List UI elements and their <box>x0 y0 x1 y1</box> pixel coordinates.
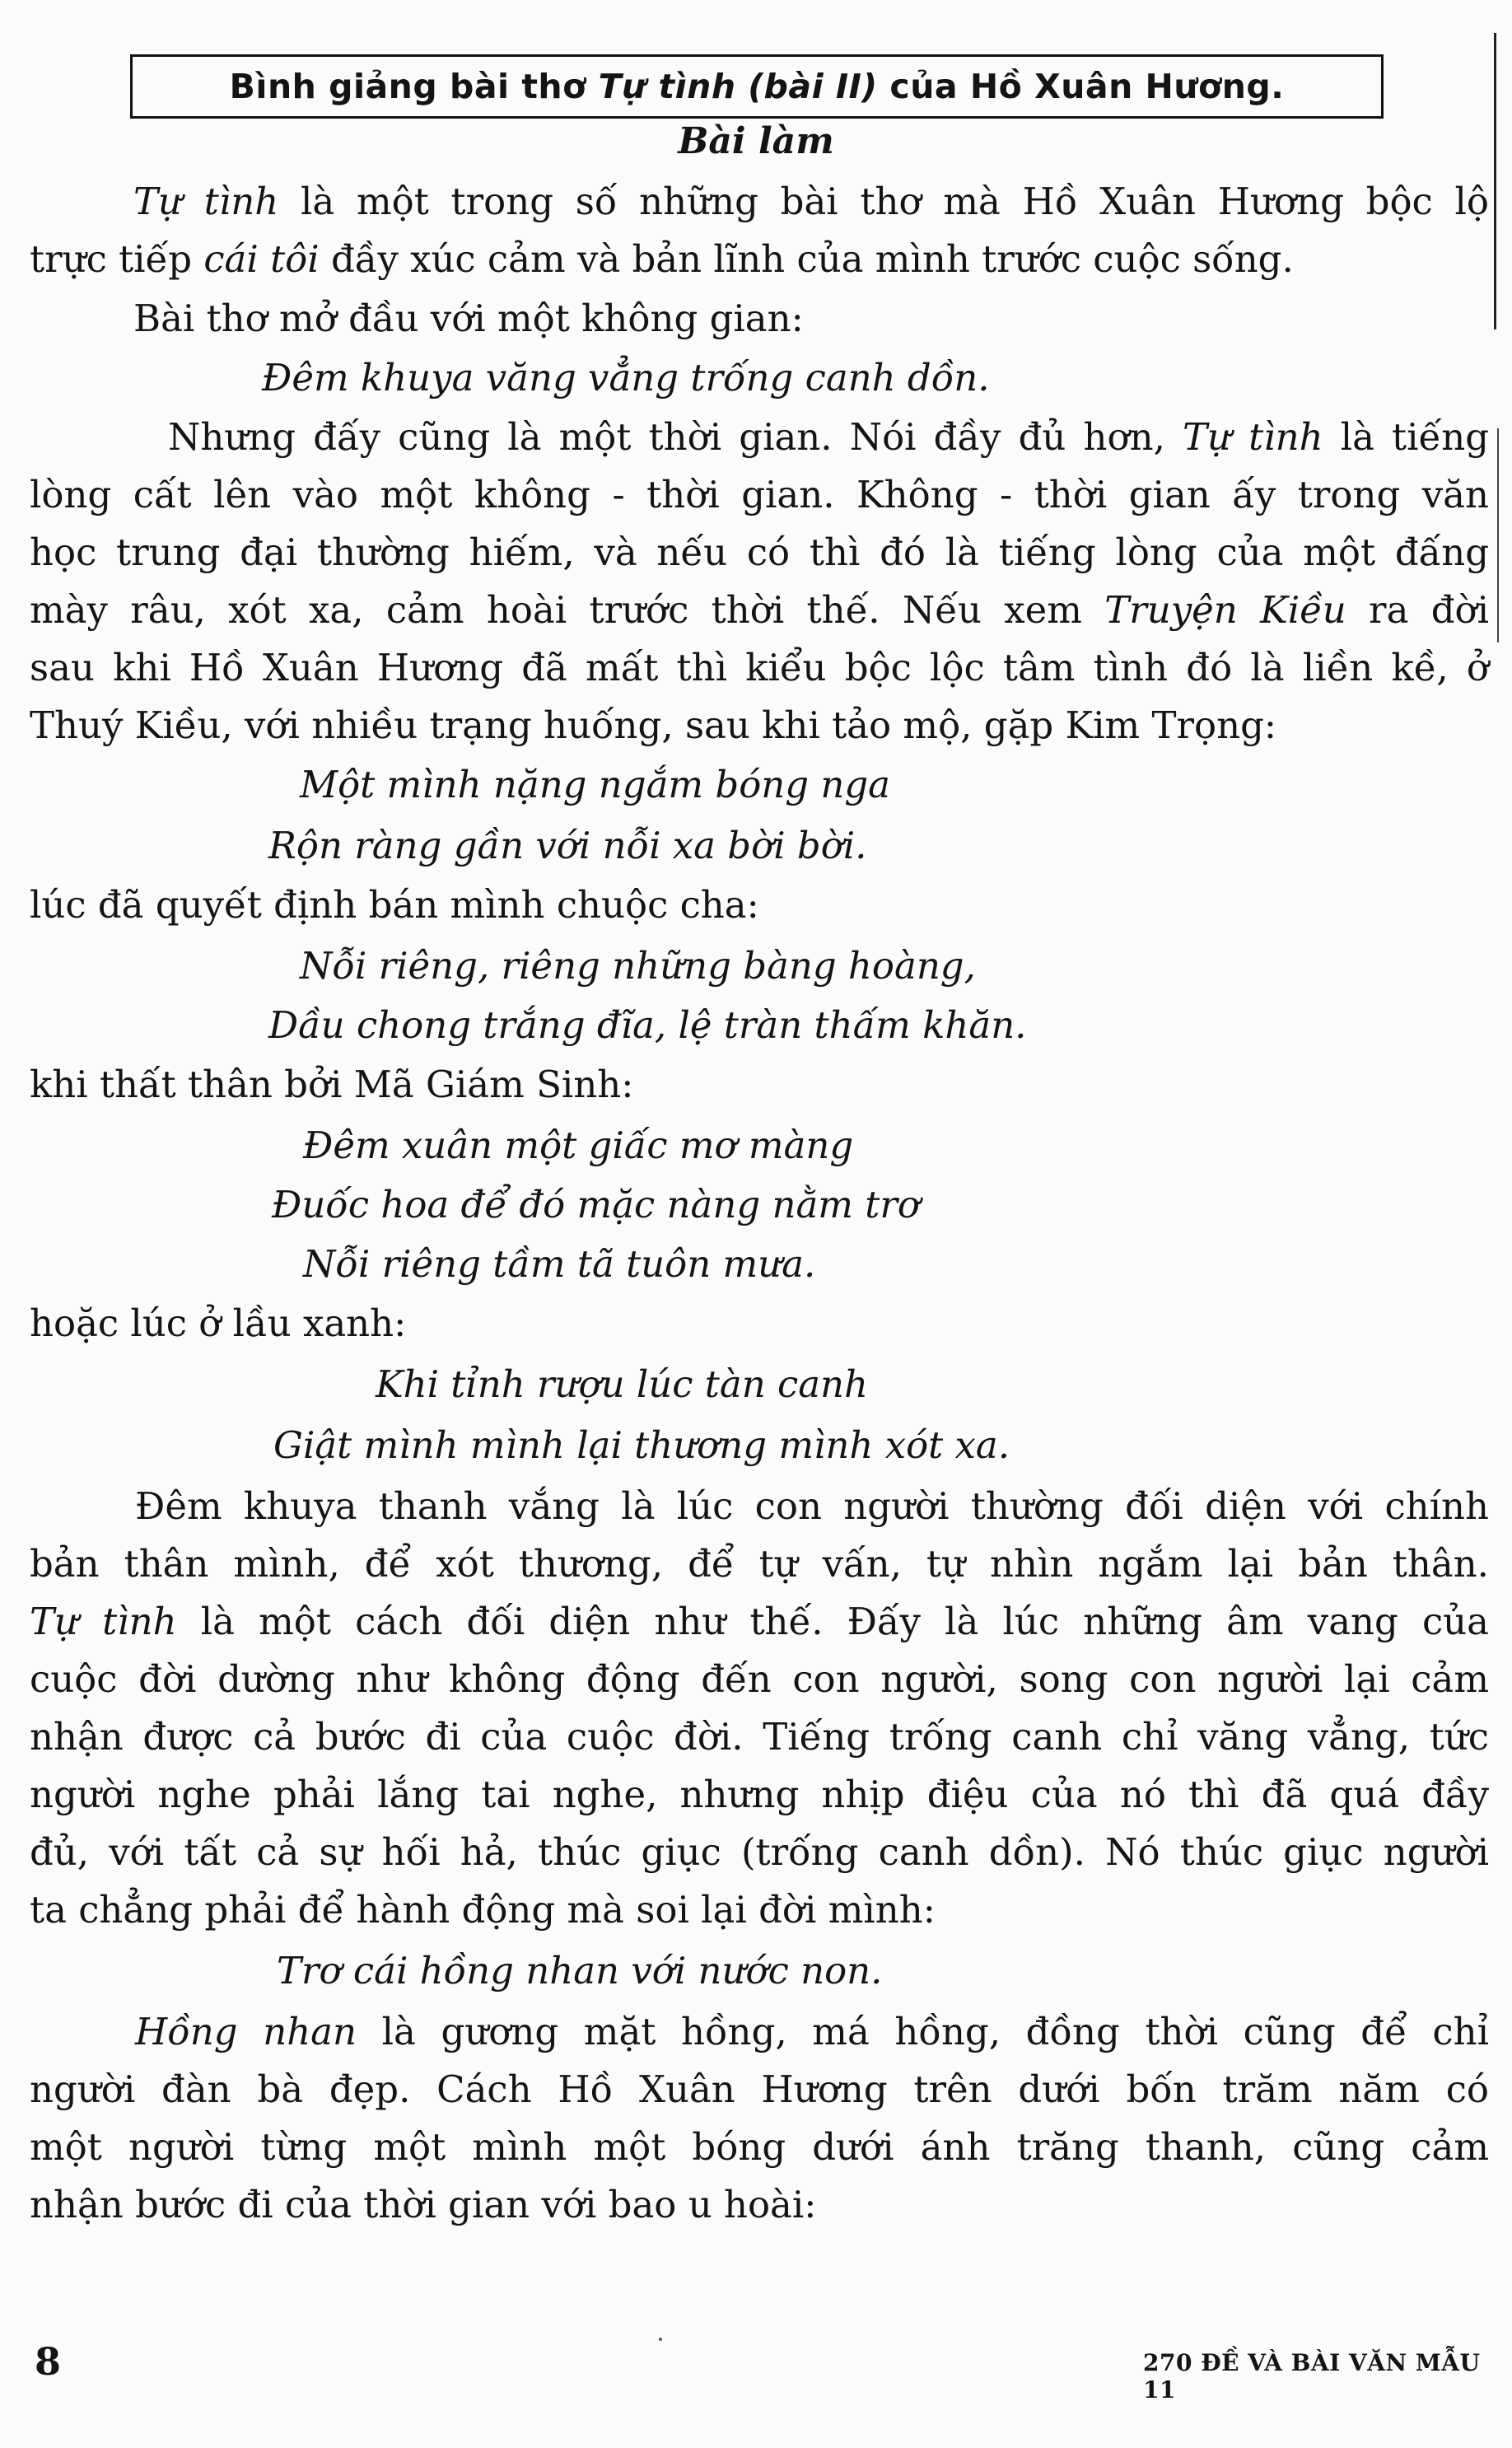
section-heading: Bài làm <box>678 120 834 162</box>
verse-line: Đêm xuân một giấc mơ màng <box>303 1124 854 1167</box>
page-edge-mark <box>1497 428 1499 642</box>
title-part: của Hồ Xuân Hương. <box>877 67 1285 106</box>
page-edge-mark <box>1494 33 1496 329</box>
verse-line: Một mình nặng ngắm bóng nga <box>300 763 890 806</box>
title-poem-name: Tự tình (bài II) <box>598 67 878 106</box>
paragraph-line <box>30 2010 1489 2053</box>
paragraph-line: ta chẳng phải để hành động mà soi lại đời mình: <box>30 1888 936 1932</box>
paragraph-line: nhận được cả bước đi của cuộc đời. Tiếng trống canh chỉ văng vẳng, tức <box>30 1715 1489 1759</box>
paragraph-line: người nghe phải lắng tai nghe, nhưng nhịp điệu của nó thì đã quá đầy <box>30 1773 1489 1816</box>
paragraph-line: người đàn bà đẹp. Cách Hồ Xuân Hương trên dưới bốn trăm năm có <box>30 2067 1489 2111</box>
text-run: đầy xúc cảm và bản lĩnh của mình trước cuộc sống. <box>319 237 1294 281</box>
text-run: Đêm khuya thanh vắng là lúc con người thường đối diện với chính <box>135 1484 1489 1528</box>
paragraph-line <box>30 415 1489 459</box>
text-run: Nhưng đấy cũng là một thời gian. Nói đầy đủ hơn, <box>168 415 1183 459</box>
text-run: là một trong số những bài thơ mà Hồ Xuân Hương bộc lộ <box>278 180 1489 223</box>
verse-line: Khi tỉnh rượu lúc tàn canh <box>376 1362 868 1406</box>
page-number: 8 <box>35 2339 62 2384</box>
verse-line: Nỗi riêng, riêng những bàng hoàng, <box>300 944 976 988</box>
text-run: là tiếng <box>1323 415 1489 459</box>
italic-term: Hồng nhan <box>135 2010 357 2053</box>
paragraph-line: lúc đã quyết định bán mình chuộc cha: <box>30 883 759 927</box>
title-box <box>130 54 1384 119</box>
paragraph-line: Bài thơ mở đầu với một không gian: <box>133 297 804 340</box>
verse-line: Đêm khuya văng vẳng trống canh dồn. <box>262 356 990 399</box>
verse-line: Trơ cái hồng nhan với nước non. <box>277 1949 883 1993</box>
ink-speck <box>659 2338 662 2341</box>
text-run: là gương mặt hồng, má hồng, đồng thời cũng để chỉ <box>356 2010 1489 2053</box>
book-title-footer: 270 ĐỀ VÀ BÀI VĂN MẪU 11 <box>1143 2349 1481 2404</box>
paragraph-line <box>30 588 1489 632</box>
paragraph-line <box>30 1484 1489 1528</box>
text-run: trực tiếp <box>30 237 204 281</box>
paragraph-line: bản thân mình, để xót thương, để tự vấn, tự nhìn ngắm lại bản thân. <box>30 1542 1489 1586</box>
paragraph-line: đủ, với tất cả sự hối hả, thúc giục (trống canh dồn). Nó thúc giục người <box>30 1830 1489 1874</box>
verse-line: Nỗi riêng tầm tã tuôn mưa. <box>303 1242 816 1286</box>
paragraph-line: sau khi Hồ Xuân Hương đã mất thì kiểu bộc lộc tâm tình đó là liền kề, ở <box>30 646 1489 689</box>
italic-term: Tự tình <box>133 180 279 223</box>
paragraph-line <box>30 180 1489 223</box>
verse-line: Rộn ràng gần với nỗi xa bời bời. <box>268 824 867 867</box>
italic-term: Truyện Kiều <box>1104 588 1346 632</box>
paragraph-line: Thuý Kiều, với nhiều trạng huống, sau khi tảo mộ, gặp Kim Trọng: <box>30 703 1277 747</box>
paragraph-line <box>30 1600 1489 1643</box>
paragraph-line: một người từng một mình một bóng dưới ánh trăng thanh, cũng cảm <box>30 2125 1489 2169</box>
italic-term: Tự tình <box>1183 415 1323 459</box>
italic-term: cái tôi <box>203 237 320 281</box>
text-run: là một cách đối diện như thế. Đấy là lúc những âm vang của <box>176 1600 1489 1643</box>
paragraph-line <box>30 237 1294 281</box>
verse-line: Đuốc hoa để đó mặc nàng nằm trơ <box>272 1183 920 1226</box>
title-part: Bình giảng bài thơ <box>229 67 599 106</box>
paragraph-line: hoặc lúc ở lầu xanh: <box>30 1301 407 1345</box>
paragraph-line: khi thất thân bởi Mã Giám Sinh: <box>30 1063 634 1106</box>
paragraph-line: cuộc đời dường như không động đến con người, song con người lại cảm <box>30 1657 1489 1701</box>
text-run: mày râu, xót xa, cảm hoài trước thời thế. Nếu xem <box>30 588 1105 632</box>
text-run: ra đời <box>1346 588 1489 632</box>
paragraph-line: lòng cất lên vào một không - thời gian. Không - thời gian ấy trong văn <box>30 473 1489 516</box>
verse-line: Giật mình mình lại thương mình xót xa. <box>273 1423 1010 1467</box>
verse-line: Dầu chong trắng đĩa, lệ tràn thấm khăn. <box>268 1003 1027 1047</box>
paragraph-line: học trung đại thường hiếm, và nếu có thì đó là tiếng lòng của một đấng <box>30 530 1489 574</box>
italic-term: Tự tình <box>30 1600 177 1643</box>
page-title <box>230 67 1285 106</box>
paragraph-line: nhận bước đi của thời gian với bao u hoài: <box>30 2183 817 2226</box>
